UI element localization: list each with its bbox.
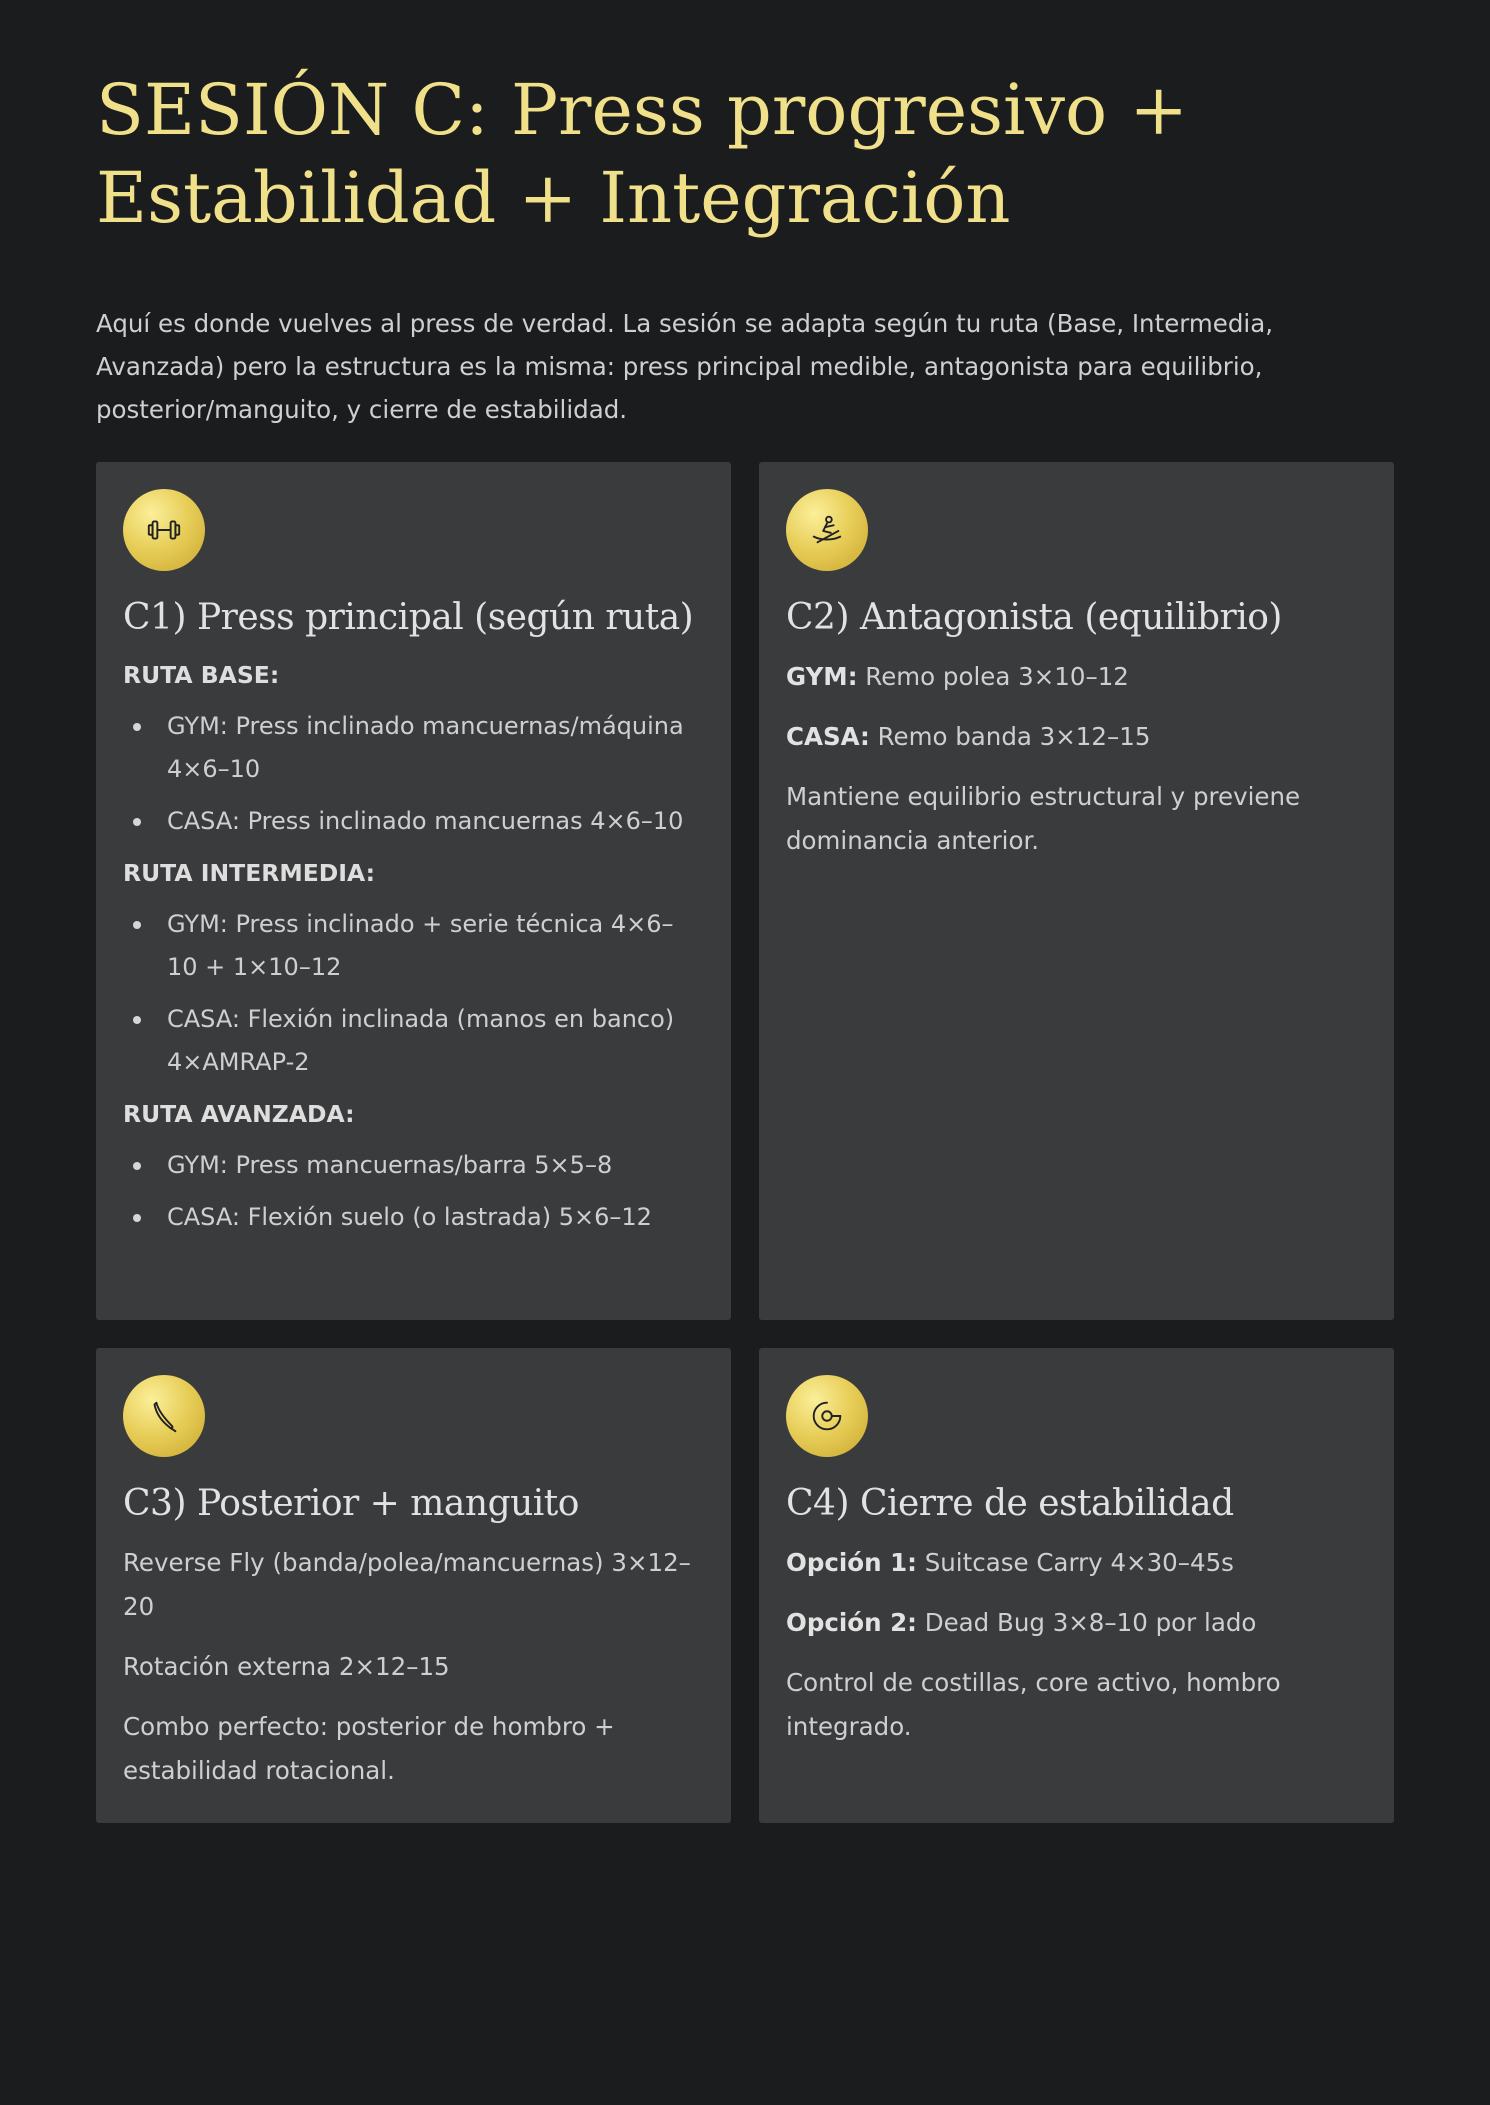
exercise-line: Reverse Fly (banda/polea/mancuernas) 3×12–20 [123, 1548, 691, 1621]
casa-text: Remo banda 3×12–15 [869, 722, 1151, 751]
card-title: C4) Cierre de estabilidad [786, 1483, 1234, 1524]
card-press-principal [96, 462, 731, 1320]
exercise-line: Rotación externa 2×12–15 [123, 1652, 450, 1681]
card-antagonista [759, 462, 1394, 1320]
gym-text: Remo polea 3×10–12 [857, 662, 1129, 691]
card-note: Combo perfecto: posterior de hombro + estabilidad rotacional. [123, 1712, 615, 1785]
list-item: CASA: Press inclinado mancuernas 4×6–10 [167, 800, 704, 843]
dumbbell-icon [123, 489, 205, 571]
card-posterior-manguito [96, 1348, 731, 1823]
rowing-icon [786, 489, 868, 571]
card-cierre-estabilidad [759, 1348, 1394, 1823]
list-item: GYM: Press mancuernas/barra 5×5–8 [167, 1144, 704, 1187]
stability-icon [786, 1375, 868, 1457]
route-intermedia-label: RUTA INTERMEDIA: [123, 859, 376, 887]
card-title: C1) Press principal (según ruta) [123, 597, 694, 638]
card-note: Control de costillas, core activo, hombro integrado. [786, 1668, 1281, 1741]
casa-label: CASA: [786, 722, 870, 751]
option-1-label: Opción 1: [786, 1548, 917, 1577]
option-2-text: Dead Bug 3×8–10 por lado [916, 1608, 1257, 1637]
route-base-list [123, 705, 704, 843]
option-2-label: Opción 2: [786, 1608, 917, 1637]
casa-line [786, 715, 1367, 759]
gym-label: GYM: [786, 662, 858, 691]
feather-icon [123, 1375, 205, 1457]
list-item: GYM: Press inclinado mancuernas/máquina 4×6–10 [167, 705, 704, 791]
intro-paragraph: Aquí es donde vuelves al press de verdad. La sesión se adapta según tu ruta (Base, Intermedia, Avanzada) pero la estructura es la misma: press principal medible, antagonista para equilibrio, posterior/manguito, y cierre de estabilidad. [96, 309, 1274, 424]
option-1-text: Suitcase Carry 4×30–45s [916, 1548, 1234, 1577]
list-item: CASA: Flexión inclinada (manos en banco) 4×AMRAP-2 [167, 998, 704, 1084]
list-item: GYM: Press inclinado + serie técnica 4×6–10 + 1×10–12 [167, 903, 704, 989]
card-note: Mantiene equilibrio estructural y previene dominancia anterior. [786, 782, 1301, 855]
option-1-line [786, 1541, 1367, 1585]
page-title: SESIÓN C: Press progresivo + Estabilidad + Integración [96, 69, 1189, 239]
route-avanzada-list [123, 1144, 704, 1239]
list-item: CASA: Flexión suelo (o lastrada) 5×6–12 [167, 1196, 704, 1239]
route-intermedia-list [123, 903, 704, 1084]
route-avanzada-label: RUTA AVANZADA: [123, 1100, 355, 1128]
option-2-line [786, 1601, 1367, 1645]
gym-line [786, 655, 1367, 699]
card-title: C3) Posterior + manguito [123, 1483, 579, 1524]
card-title: C2) Antagonista (equilibrio) [786, 597, 1282, 638]
route-base-label: RUTA BASE: [123, 661, 280, 689]
